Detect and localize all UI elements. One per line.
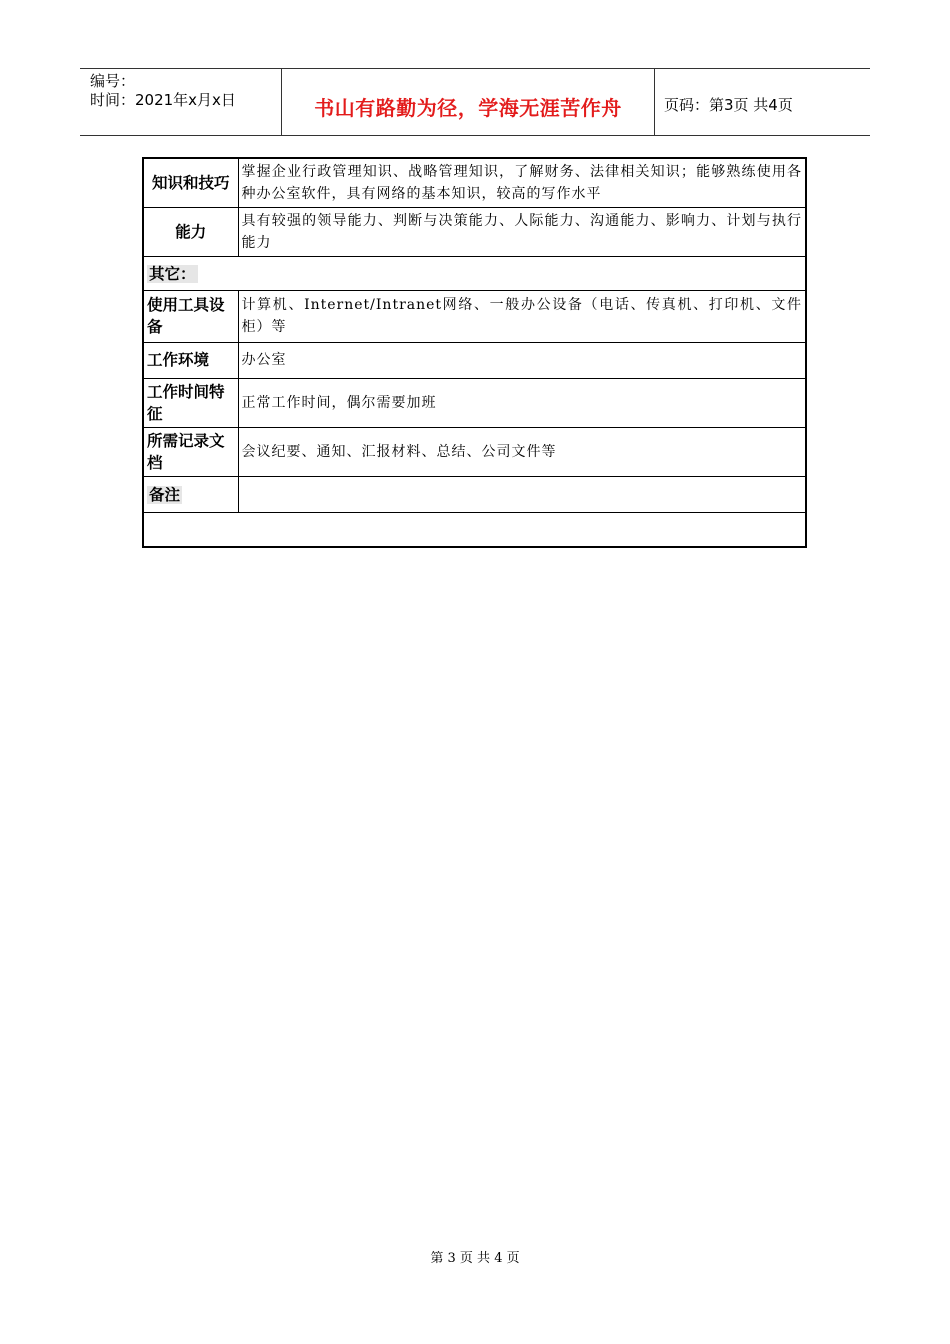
header-top-rule bbox=[80, 68, 870, 69]
remarks-heading-empty bbox=[238, 476, 806, 512]
remarks-content bbox=[143, 512, 806, 547]
table-row-tools bbox=[143, 290, 806, 342]
table-row-other-heading bbox=[143, 256, 806, 290]
document-number-label: 编号： bbox=[90, 72, 136, 90]
remarks-heading-text: 备注 bbox=[149, 486, 181, 504]
ability-label: 能力 bbox=[143, 207, 238, 256]
tools-label: 使用工具设备 bbox=[143, 290, 238, 342]
tools-value: 计算机、Internet/Intranet网络、一般办公设备（电话、传真机、打印机、文件柜）等 bbox=[238, 290, 806, 342]
work-time-label: 工作时间特征 bbox=[143, 378, 238, 427]
table-row-work-time bbox=[143, 378, 806, 427]
header-meta bbox=[90, 72, 236, 110]
header-motto: 书山有路勤为径，学海无涯苦作舟 bbox=[314, 96, 622, 120]
header-bottom-rule bbox=[80, 135, 870, 136]
environment-value: 办公室 bbox=[238, 342, 806, 378]
document-date: 时间：2021年x月x日 bbox=[90, 91, 236, 109]
table-row-ability bbox=[143, 207, 806, 256]
work-time-value: 正常工作时间，偶尔需要加班 bbox=[238, 378, 806, 427]
job-description-table bbox=[142, 157, 807, 548]
records-label: 所需记录文档 bbox=[143, 427, 238, 476]
header-divider-right bbox=[654, 68, 655, 135]
knowledge-label: 知识和技巧 bbox=[143, 158, 238, 207]
other-section-heading bbox=[143, 256, 806, 290]
table-row-remarks-heading bbox=[143, 476, 806, 512]
table-row-records bbox=[143, 427, 806, 476]
ability-value: 具有较强的领导能力、判断与决策能力、人际能力、沟通能力、影响力、计划与执行能力 bbox=[238, 207, 806, 256]
remarks-heading-cell bbox=[143, 476, 238, 512]
table-row-environment bbox=[143, 342, 806, 378]
footer-page-number: 第 3 页 共 4 页 bbox=[430, 1251, 520, 1266]
table-row-remarks-content bbox=[143, 512, 806, 547]
other-heading-text: 其它： bbox=[149, 265, 196, 283]
environment-label: 工作环境 bbox=[143, 342, 238, 378]
records-value: 会议纪要、通知、汇报材料、总结、公司文件等 bbox=[238, 427, 806, 476]
header-page-number: 页码：第3页 共4页 bbox=[664, 96, 793, 114]
job-description-table-wrapper bbox=[142, 157, 807, 548]
knowledge-value: 掌握企业行政管理知识、战略管理知识，了解财务、法律相关知识；能够熟练使用各种办公室软件，具有网络的基本知识，较高的写作水平 bbox=[238, 158, 806, 207]
table-row-knowledge bbox=[143, 158, 806, 207]
